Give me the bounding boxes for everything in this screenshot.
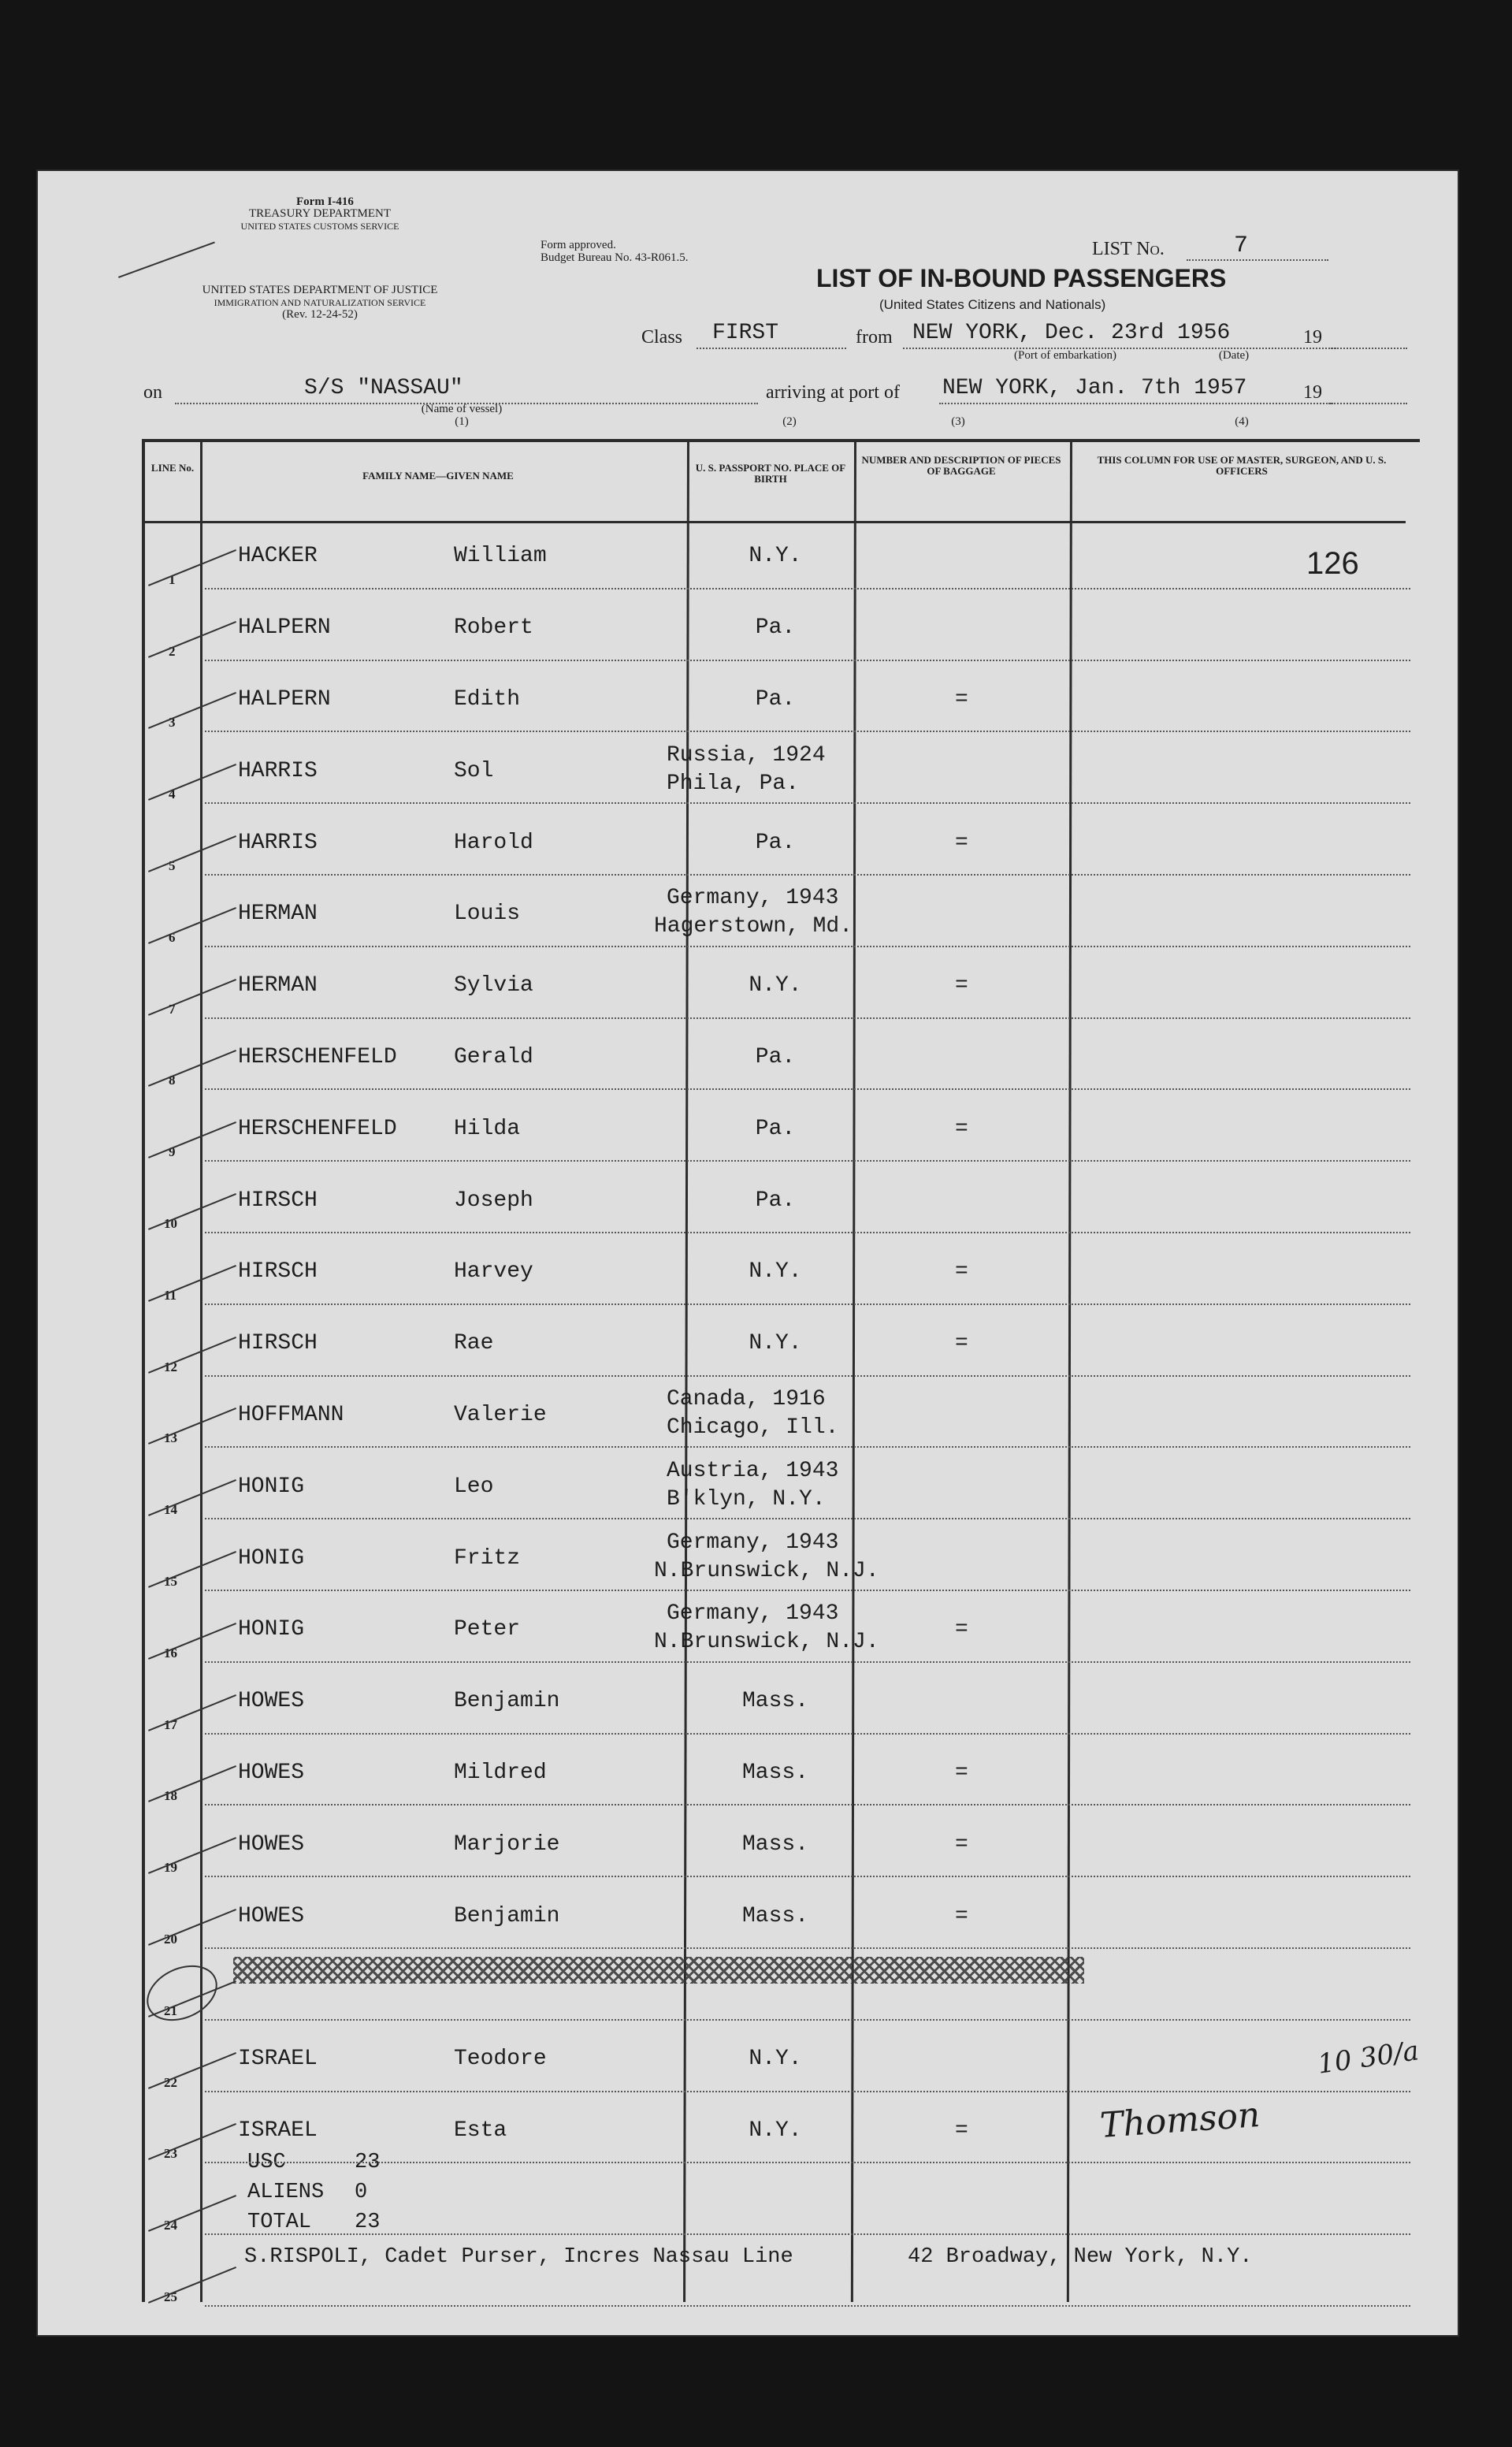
line-number: 1 — [169, 571, 176, 587]
class-label: Class — [641, 327, 683, 348]
row-separator — [205, 1375, 1410, 1377]
family-name: HIRSCH — [238, 1259, 318, 1285]
given-name: Sylvia — [454, 973, 533, 999]
usc-value: 23 — [355, 2151, 381, 2174]
given-name: Valerie — [454, 1403, 547, 1427]
baggage-ditto: = — [955, 687, 968, 712]
class-rule — [697, 348, 846, 349]
col4-number: (4) — [1235, 415, 1249, 428]
birth-place-line2: Chicago, Ill. — [667, 1415, 839, 1440]
row-separator — [205, 1804, 1410, 1805]
row-separator — [205, 2162, 1410, 2163]
year-rule-1 — [1328, 348, 1407, 349]
birth-place-line1: Austria, 1943 — [667, 1458, 839, 1483]
col-header-baggage: NUMBER AND DESCRIPTION OF PIECES OF BAGGAGE — [861, 454, 1061, 477]
baggage-ditto: = — [955, 1617, 968, 1642]
col-header-passport: U. S. PASSPORT NO. PLACE OF BIRTH — [695, 462, 846, 485]
line-number: 8 — [169, 1073, 176, 1088]
birth-place: Mass. — [742, 1689, 809, 1714]
birth-place: Pa. — [755, 1045, 796, 1069]
family-name: HERSCHENFELD — [238, 1116, 397, 1141]
family-name: ISRAEL — [238, 2118, 318, 2143]
birth-place: N.Y. — [749, 544, 802, 569]
line-number: 17 — [164, 1716, 177, 1732]
given-name: Rae — [454, 1331, 494, 1356]
family-name: HARRIS — [238, 830, 318, 855]
vessel-caption: (Name of vessel) — [421, 403, 503, 415]
family-name: HALPERN — [238, 687, 331, 712]
birth-place: N.Y. — [749, 973, 802, 999]
col-header-officers: THIS COLUMN FOR USE OF MASTER, SURGEON, AND U. S. OFFICERS — [1097, 454, 1387, 477]
line-number: 5 — [169, 858, 176, 873]
year-rule-2 — [1328, 403, 1407, 404]
officer-note-number: 126 — [1306, 546, 1359, 581]
purser-address: 42 Broadway, New York, N.Y. — [908, 2245, 1253, 2269]
given-name: Robert — [454, 615, 533, 641]
list-no-rule — [1187, 259, 1328, 261]
row-separator — [205, 660, 1410, 661]
line-number: 15 — [164, 1574, 177, 1589]
purser-signature-line: S.RISPOLI, Cadet Purser, Incres Nassau Line — [244, 2245, 793, 2269]
arriving-rule — [939, 403, 1333, 404]
line-number: 11 — [164, 1287, 177, 1303]
given-name: Teodore — [454, 2047, 547, 2072]
total-value: 23 — [355, 2211, 381, 2234]
officer-signature: Thomson — [1098, 2094, 1261, 2147]
aliens-value: 0 — [355, 2181, 368, 2204]
given-name: Fritz — [454, 1545, 521, 1571]
col-header-name: FAMILY NAME—GIVEN NAME — [362, 470, 514, 482]
birth-place: Pa. — [755, 830, 796, 855]
family-name: HARRIS — [238, 758, 318, 783]
birth-place: N.Y. — [749, 2118, 802, 2143]
line-number: 25 — [164, 2289, 177, 2304]
treasury-dept: TREASURY DEPARTMENT — [248, 207, 392, 220]
col3-number: (3) — [951, 415, 965, 428]
family-name: HIRSCH — [238, 1331, 318, 1356]
date-caption: (Date) — [1218, 349, 1250, 362]
birth-place: N.Y. — [749, 1259, 802, 1285]
line-number: 6 — [169, 929, 176, 945]
baggage-ditto: = — [955, 830, 968, 855]
birth-place: Mass. — [742, 1903, 809, 1928]
birth-place-line1: Germany, 1943 — [667, 886, 839, 911]
from-label: from — [856, 327, 893, 348]
given-name: Harold — [454, 830, 533, 855]
row-separator — [205, 588, 1410, 589]
row-separator — [205, 1733, 1410, 1735]
aliens-label: ALIENS — [247, 2181, 325, 2204]
row-separator — [205, 1446, 1410, 1448]
line-number: 24 — [164, 2218, 177, 2233]
row-separator — [205, 946, 1410, 947]
family-name: HERMAN — [238, 973, 318, 999]
given-name: Esta — [454, 2118, 507, 2143]
baggage-ditto: = — [955, 1761, 968, 1785]
family-name: ISRAEL — [238, 2047, 318, 2072]
birth-place: N.Y. — [749, 1331, 802, 1356]
from-value: NEW YORK, Dec. 23rd 1956 — [912, 321, 1231, 345]
cancelled-row-21 — [233, 1957, 1084, 1984]
family-name: HACKER — [238, 544, 318, 569]
line-number: 4 — [169, 787, 176, 802]
given-name: Joseph — [454, 1188, 533, 1213]
line-number: 14 — [164, 1502, 177, 1518]
row-separator — [205, 2019, 1410, 2021]
family-name: HALPERN — [238, 615, 331, 641]
given-name: William — [454, 544, 547, 569]
family-name: HONIG — [238, 1617, 305, 1642]
year-suffix-2: 19 — [1303, 382, 1322, 403]
family-name: HONIG — [238, 1545, 305, 1571]
form-title: LIST OF IN-BOUND PASSENGERS — [816, 264, 1227, 292]
birth-place-line2: Hagerstown, Md. — [654, 914, 853, 939]
birth-place-line1: Germany, 1943 — [667, 1530, 839, 1555]
header-bottom-rule — [145, 521, 1406, 523]
row-separator — [205, 1947, 1410, 1949]
row-separator — [205, 1876, 1410, 1877]
given-name: Benjamin — [454, 1689, 560, 1714]
baggage-ditto: = — [955, 2118, 968, 2143]
list-no-label: LIST No. — [1092, 239, 1165, 259]
row-separator — [205, 1232, 1410, 1233]
birth-place: Pa. — [755, 1188, 796, 1213]
line-number: 10 — [164, 1216, 177, 1231]
birth-place: Pa. — [755, 615, 796, 641]
given-name: Leo — [454, 1474, 494, 1499]
line-number: 18 — [164, 1788, 177, 1804]
line-number: 3 — [169, 715, 176, 731]
given-name: Sol — [454, 758, 494, 783]
line-number: 9 — [169, 1144, 176, 1160]
family-name: HERMAN — [238, 902, 318, 927]
birth-place: N.Y. — [749, 2047, 802, 2072]
birth-place-line1: Russia, 1924 — [667, 742, 826, 768]
total-label: TOTAL — [247, 2211, 312, 2234]
row-separator — [205, 1303, 1410, 1305]
given-name: Mildred — [454, 1761, 547, 1785]
birth-place-line1: Canada, 1916 — [667, 1387, 826, 1411]
baggage-ditto: = — [955, 1903, 968, 1928]
line-number: 2 — [169, 643, 176, 659]
col-divider-line-no — [200, 442, 202, 2302]
revision: (Rev. 12-24-52) — [282, 308, 358, 321]
given-name: Louis — [454, 902, 521, 927]
row-separator — [205, 1160, 1410, 1162]
form-subtitle: (United States Citizens and Nationals) — [879, 297, 1106, 312]
line-number: 21 — [164, 2003, 177, 2018]
arriving-label: arriving at port of — [766, 382, 900, 403]
col1-number: (1) — [455, 415, 469, 428]
birth-place-line2: N.Brunswick, N.J. — [654, 1558, 879, 1583]
family-name: HIRSCH — [238, 1188, 318, 1213]
year-suffix-1: 19 — [1303, 327, 1322, 348]
form-number: Form I-416 — [296, 195, 354, 208]
row-separator — [205, 1088, 1410, 1090]
usc-label: USC — [247, 2151, 286, 2174]
customs-service: UNITED STATES CUSTOMS SERVICE — [240, 221, 399, 232]
given-name: Harvey — [454, 1259, 533, 1285]
line-number: 12 — [164, 1359, 177, 1374]
birth-place-line2: B'klyn, N.Y. — [667, 1486, 826, 1512]
given-name: Edith — [454, 687, 521, 712]
birth-place: Pa. — [755, 687, 796, 712]
justice-dept: UNITED STATES DEPARTMENT OF JUSTICE — [202, 284, 438, 296]
check-mark — [118, 242, 215, 278]
on-label: on — [143, 382, 162, 403]
birth-place: Pa. — [755, 1116, 796, 1141]
row-separator — [205, 2091, 1410, 2092]
line-number: 23 — [164, 2146, 177, 2162]
row-separator — [205, 2233, 1410, 2235]
birth-place: Mass. — [742, 1832, 809, 1857]
given-name: Marjorie — [454, 1832, 560, 1857]
arriving-value: NEW YORK, Jan. 7th 1957 — [942, 376, 1247, 400]
birth-place-line2: Phila, Pa. — [667, 771, 800, 796]
baggage-ditto: = — [955, 1331, 968, 1356]
family-name: HOWES — [238, 1761, 305, 1785]
form-approved: Form approved. — [541, 239, 616, 251]
col2-number: (2) — [782, 415, 797, 428]
vessel-name: S/S "NASSAU" — [304, 376, 463, 400]
row-separator — [205, 731, 1410, 732]
given-name: Peter — [454, 1617, 521, 1642]
passenger-table — [142, 439, 1420, 2302]
class-value: FIRST — [712, 321, 779, 345]
line-number: 16 — [164, 1645, 177, 1660]
line-number: 7 — [169, 1001, 176, 1017]
row-separator — [205, 1590, 1410, 1591]
row-separator — [205, 2305, 1410, 2307]
baggage-ditto: = — [955, 1259, 968, 1285]
family-name: HERSCHENFELD — [238, 1045, 397, 1069]
port-embark-caption: (Port of embarkation) — [1014, 349, 1116, 362]
row-separator — [205, 802, 1410, 804]
family-name: HOWES — [238, 1832, 305, 1857]
line-number: 20 — [164, 1932, 177, 1947]
margin-note: 10 30/a — [1315, 2035, 1421, 2081]
birth-place-line1: Germany, 1943 — [667, 1601, 839, 1627]
row-separator — [205, 1661, 1410, 1663]
row-separator — [205, 1017, 1410, 1019]
family-name: HOWES — [238, 1903, 305, 1928]
col-header-line: LINE No. — [150, 462, 195, 474]
list-no-value: 7 — [1234, 232, 1249, 259]
row-separator — [205, 874, 1410, 876]
family-name: HONIG — [238, 1474, 305, 1499]
baggage-ditto: = — [955, 1116, 968, 1141]
line-number: 22 — [164, 2074, 177, 2090]
family-name: HOFFMANN — [238, 1403, 344, 1427]
ins-service: IMMIGRATION AND NATURALIZATION SERVICE — [214, 297, 426, 308]
family-name: HOWES — [238, 1689, 305, 1714]
manifest-sheet — [36, 169, 1459, 2337]
baggage-ditto: = — [955, 973, 968, 999]
birth-place-line2: N.Brunswick, N.J. — [654, 1630, 879, 1655]
birth-place: Mass. — [742, 1761, 809, 1785]
given-name: Gerald — [454, 1045, 533, 1069]
given-name: Hilda — [454, 1116, 521, 1141]
baggage-ditto: = — [955, 1832, 968, 1857]
budget-bureau: Budget Bureau No. 43-R061.5. — [541, 251, 689, 264]
row-separator — [205, 1518, 1410, 1519]
line-number: 19 — [164, 1860, 177, 1876]
line-number: 13 — [164, 1430, 177, 1446]
given-name: Benjamin — [454, 1903, 560, 1928]
